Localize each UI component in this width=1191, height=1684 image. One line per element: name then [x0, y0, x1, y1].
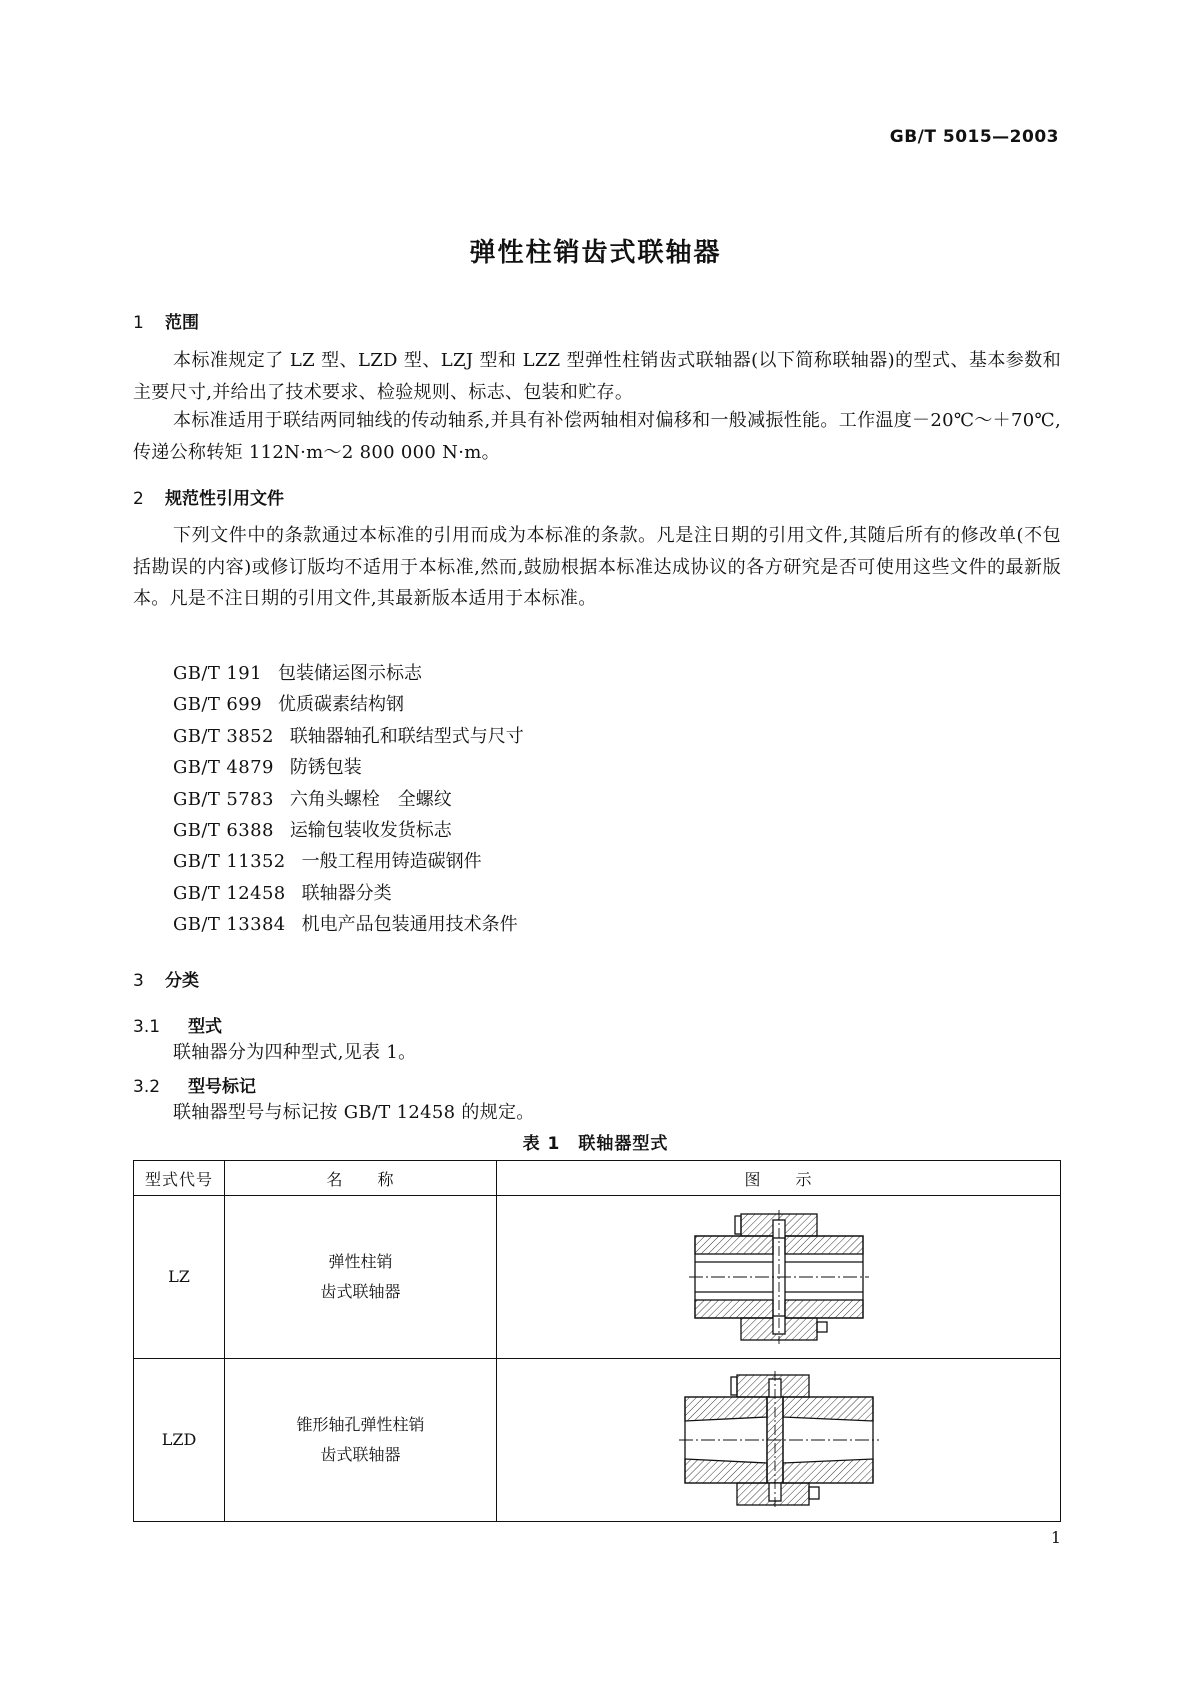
type-name	[225, 1359, 497, 1522]
reference-name: 联轴器分类	[301, 882, 392, 904]
reference-item	[173, 815, 524, 846]
reference-name: 优质碳素结构钢	[277, 694, 404, 716]
section-number: 2	[133, 489, 144, 509]
reference-code: GB/T 5783	[173, 788, 274, 810]
page-number: 1	[1050, 1528, 1061, 1547]
section-number: 3	[133, 971, 144, 991]
reference-name: 运输包装收发货标志	[289, 819, 452, 841]
type-code: LZ	[134, 1196, 225, 1359]
section-title: 型式	[188, 1017, 222, 1037]
section-number: 3.1	[133, 1017, 161, 1037]
section-number: 3.2	[133, 1077, 161, 1097]
type-figure	[497, 1359, 1061, 1522]
reference-code: GB/T 191	[173, 663, 262, 684]
column-header-figure: 图 示	[497, 1161, 1061, 1196]
reference-code: GB/T 13384	[173, 914, 286, 936]
section-2-paragraph: 下列文件中的条款通过本标准的引用而成为本标准的条款。凡是注日期的引用文件,其随后所有的修改单(不包括勘误的内容)或修订版均不适用于本标准,然而,鼓励根据本标准达成协议的各方研究是否可使用这些文件的最新版本。凡是不注日期的引用文件,其最新版本适用于本标准。	[133, 525, 1061, 609]
section-3-heading	[133, 966, 199, 991]
reference-item	[173, 658, 524, 689]
section-3-2-text: 联轴器型号与标记按 GB/T 12458 的规定。	[173, 1102, 535, 1123]
section-1-paragraph-1: 本标准规定了 LZ 型、LZD 型、LZJ 型和 LZZ 型弹性柱销齿式联轴器(以下简称联轴器)的型式、基本参数和主要尺寸,并给出了技术要求、检验规则、标志、包装和贮存。	[133, 350, 1061, 403]
type-name-line: 齿式联轴器	[320, 1445, 401, 1464]
type-name	[225, 1196, 497, 1359]
reference-item	[173, 846, 524, 877]
section-3-2-heading	[133, 1072, 256, 1097]
reference-name: 防锈包装	[289, 757, 362, 779]
lzd-coupling-drawing	[679, 1365, 879, 1515]
table-row	[134, 1359, 1061, 1522]
reference-name: 机电产品包装通用技术条件	[301, 914, 518, 936]
reference-code: GB/T 3852	[173, 725, 274, 747]
section-1-heading	[133, 308, 199, 333]
reference-list	[173, 658, 524, 941]
reference-item	[173, 721, 524, 752]
type-figure	[497, 1196, 1061, 1359]
reference-item	[173, 689, 524, 720]
section-1-paragraph-2: 本标准适用于联结两同轴线的传动轴系,并具有补偿两轴相对偏移和一般减振性能。工作温度－20℃～＋70℃,传递公称转矩 112N·m～2 800 000 N·m。	[133, 410, 1061, 463]
section-title: 规范性引用文件	[165, 489, 284, 509]
table-title: 表 1 联轴器型式	[522, 1134, 669, 1154]
standard-number: GB/T 5015—2003	[889, 127, 1059, 147]
section-title: 范围	[165, 313, 199, 333]
section-title: 型号标记	[188, 1077, 256, 1097]
column-header-name: 名 称	[225, 1161, 497, 1196]
section-2-heading	[133, 484, 284, 509]
section-3-1-text: 联轴器分为四种型式,见表 1。	[173, 1042, 417, 1063]
reference-item	[173, 909, 524, 940]
reference-code: GB/T 11352	[173, 851, 286, 873]
reference-name: 联轴器轴孔和联结型式与尺寸	[289, 725, 524, 747]
type-name-line: 锥形轴孔弹性柱销	[296, 1415, 425, 1434]
type-name-line: 弹性柱销	[328, 1252, 393, 1271]
reference-item	[173, 752, 524, 783]
table-row	[134, 1196, 1061, 1359]
reference-code: GB/T 4879	[173, 757, 274, 779]
reference-name: 一般工程用铸造碳钢件	[301, 851, 482, 873]
section-3-1-heading	[133, 1012, 222, 1037]
reference-code: GB/T 699	[173, 694, 262, 716]
lz-coupling-drawing	[689, 1202, 869, 1352]
type-name-line: 齿式联轴器	[320, 1282, 401, 1301]
reference-code: GB/T 6388	[173, 819, 274, 841]
table-header-row	[134, 1161, 1061, 1196]
reference-name: 包装储运图示标志	[277, 663, 422, 684]
reference-item	[173, 784, 524, 815]
reference-code: GB/T 12458	[173, 882, 286, 904]
column-header-code: 型式代号	[134, 1161, 225, 1196]
section-title: 分类	[165, 971, 199, 991]
reference-item	[173, 878, 524, 909]
section-number: 1	[133, 313, 144, 333]
type-code: LZD	[134, 1359, 225, 1522]
reference-name: 六角头螺栓 全螺纹	[289, 788, 452, 810]
document-title: 弹性柱销齿式联轴器	[469, 238, 722, 268]
coupling-types-table	[133, 1160, 1061, 1522]
